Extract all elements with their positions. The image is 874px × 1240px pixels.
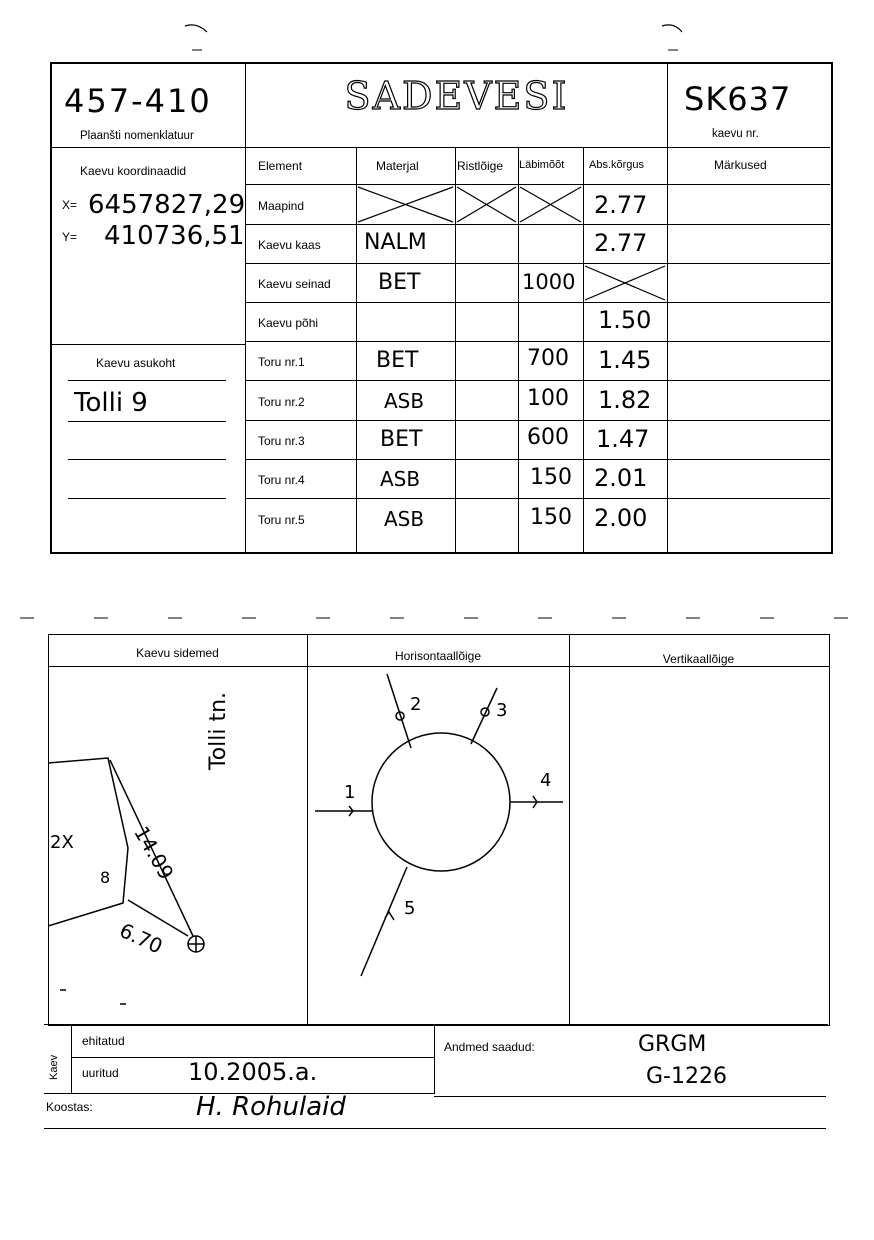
pipe-label-4: 4 [540, 770, 552, 791]
elevation-pipe-1: 1.45 [598, 346, 652, 374]
panel-title-vertical-section: Vertikaallõige [662, 652, 735, 666]
col-header-elevation: Abs.kõrgus [589, 159, 645, 171]
pipe-label-1: 1 [344, 782, 356, 803]
material-walls: BET [378, 270, 421, 295]
x-coordinate: 6457827,29 [88, 190, 246, 220]
scan-separator [0, 612, 874, 624]
elevation-bottom: 1.50 [598, 306, 652, 334]
elevation-pipe-3: 1.47 [596, 425, 650, 453]
pipe-label-2: 2 [410, 694, 422, 715]
elevation-pipe-4: 2.01 [594, 464, 648, 492]
material-pipe-1: BET [376, 348, 419, 373]
col-header-notes: Märkused [714, 158, 767, 172]
col-header-cross-section: Ristlõige [457, 159, 504, 173]
material-pipe-2: ASB [384, 389, 425, 413]
material-pipe-5: ASB [384, 507, 425, 531]
y-prefix: Y= [62, 230, 78, 244]
diameter-pipe-5: 150 [530, 505, 572, 530]
row-label-ground: Maapind [258, 199, 305, 213]
y-coordinate: 410736,51 [104, 221, 245, 251]
nomenclature-label: Plaanšti nomenklatuur [80, 130, 194, 142]
built-label: ehitatud [82, 1034, 125, 1048]
location-sketch [48, 668, 307, 1024]
col-header-material: Materjal [376, 159, 419, 173]
row-label-lid: Kaevu kaas [258, 238, 321, 252]
row-label-pipe-4: Toru nr.4 [258, 473, 305, 487]
sketch-dimension-8: 8 [100, 868, 111, 887]
sketch-dimension-2x: 2X [50, 832, 74, 853]
data-source-value-2: G-1226 [646, 1064, 727, 1089]
compiled-by-name: H. Rohulaid [196, 1092, 346, 1122]
row-label-pipe-5: Toru nr.5 [258, 513, 305, 527]
coordinates-label: Kaevu koordinaadid [80, 164, 187, 178]
elevation-lid: 2.77 [594, 229, 648, 257]
well-number-value: SK637 [684, 80, 792, 118]
surveyed-date: 10.2005.a. [188, 1058, 318, 1086]
x-prefix: X= [62, 198, 78, 212]
diameter-pipe-1: 700 [527, 346, 569, 371]
row-label-pipe-1: Toru nr.1 [258, 355, 305, 369]
elevation-pipe-2: 1.82 [598, 386, 652, 414]
material-pipe-3: BET [380, 427, 423, 452]
diameter-pipe-4: 150 [530, 465, 572, 490]
sketch-dimension-14-09: 14.09 [129, 822, 179, 884]
data-source-label: Andmed saadud: [444, 1040, 535, 1054]
material-pipe-4: ASB [380, 467, 421, 491]
panel-title-connections: Kaevu sidemed [136, 646, 219, 660]
row-label-bottom: Kaevu põhi [258, 316, 319, 330]
compiled-label: Koostas: [46, 1100, 93, 1114]
col-header-element: Element [258, 159, 303, 173]
location-value: Tolli 9 [74, 388, 148, 418]
form-title: SADEVESI [344, 74, 569, 118]
diameter-walls: 1000 [522, 270, 576, 294]
elevation-ground: 2.77 [594, 191, 648, 219]
well-side-label: Kaev [48, 1054, 60, 1080]
nomenclature-value: 457-410 [64, 82, 212, 120]
material-lid: NALM [364, 230, 427, 255]
row-label-pipe-2: Toru nr.2 [258, 395, 305, 409]
well-number-label: kaevu nr. [712, 128, 759, 140]
elevation-pipe-5: 2.00 [594, 504, 648, 532]
diameter-pipe-2: 100 [527, 386, 569, 411]
data-source-value-1: GRGM [638, 1032, 707, 1057]
location-label: Kaevu asukoht [96, 356, 176, 370]
row-label-pipe-3: Toru nr.3 [258, 434, 305, 448]
col-header-diameter: Läbimõõt [519, 159, 565, 171]
sketch-dimension-6-70: 6.70 [115, 918, 167, 959]
sketch-street-name: Tolli tn. [206, 691, 231, 770]
horizontal-section-drawing [309, 668, 568, 1024]
surveyed-label: uuritud [82, 1066, 119, 1080]
row-label-walls: Kaevu seinad [258, 277, 331, 291]
panel-title-horizontal-section: Horisontaallõige [394, 649, 482, 663]
pipe-label-3: 3 [496, 700, 508, 721]
diameter-pipe-3: 600 [527, 425, 569, 450]
pipe-label-5: 5 [404, 898, 416, 919]
